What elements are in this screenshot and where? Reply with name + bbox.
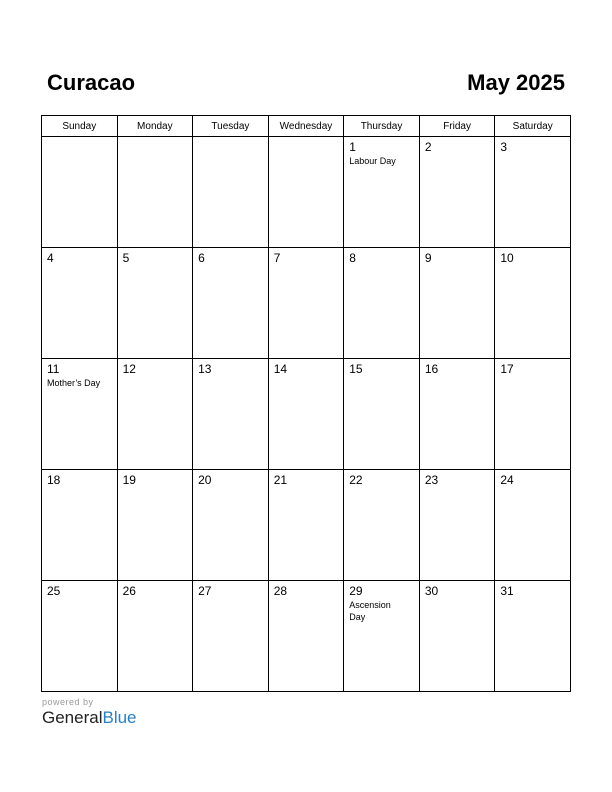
day-cell <box>193 581 269 692</box>
day-number: 21 <box>273 473 288 487</box>
calendar-body <box>42 137 571 692</box>
day-cell <box>495 248 571 359</box>
holiday-label: Mother’s Day <box>47 378 101 388</box>
day-number: 17 <box>500 362 514 376</box>
day-number: 27 <box>198 584 212 598</box>
day-number: 25 <box>47 584 61 598</box>
month-year-title: May 2025 <box>467 70 565 95</box>
day-number: 8 <box>349 251 356 265</box>
day-number: 19 <box>122 473 136 487</box>
day-cell <box>268 137 344 248</box>
day-number: 24 <box>500 473 514 487</box>
weekday-header-row <box>42 116 571 137</box>
day-number: 12 <box>122 362 136 376</box>
day-number: 31 <box>500 584 514 598</box>
day-number: 4 <box>47 251 54 265</box>
weekday-header-thursday: Thursday <box>344 116 420 137</box>
day-number: 2 <box>424 140 432 154</box>
day-cell <box>42 137 118 248</box>
week-row <box>42 581 571 692</box>
day-number: 29 <box>349 584 363 598</box>
weekday-header-friday: Friday <box>419 116 495 137</box>
day-cell <box>42 248 118 359</box>
day-cell <box>193 137 269 248</box>
day-cell <box>419 581 495 692</box>
day-cell <box>117 581 193 692</box>
day-number: 7 <box>273 251 281 265</box>
day-cell <box>344 248 420 359</box>
day-number: 6 <box>198 251 205 265</box>
day-number: 28 <box>273 584 288 598</box>
day-cell <box>268 359 344 470</box>
day-cell <box>117 470 193 581</box>
day-cell <box>117 137 193 248</box>
powered-by-text: powered by <box>42 697 94 707</box>
weekday-header-wednesday: Wednesday <box>268 116 344 137</box>
day-number: 23 <box>424 473 439 487</box>
day-number: 20 <box>198 473 212 487</box>
holiday-label: Labour Day <box>349 156 396 166</box>
day-number: 30 <box>424 584 439 598</box>
day-cell <box>495 359 571 470</box>
day-cell <box>419 470 495 581</box>
day-cell <box>344 137 420 248</box>
day-cell <box>344 581 420 692</box>
day-number: 16 <box>424 362 439 376</box>
holiday-label: Ascension Day <box>349 600 391 622</box>
day-cell <box>193 470 269 581</box>
weekday-header-sunday: Sunday <box>42 116 118 137</box>
day-cell <box>419 248 495 359</box>
day-cell <box>117 359 193 470</box>
day-cell <box>268 248 344 359</box>
day-number: 14 <box>273 362 288 376</box>
day-cell <box>495 581 571 692</box>
day-cell <box>42 581 118 692</box>
day-cell <box>268 581 344 692</box>
brand-name-part2: Blue <box>102 708 137 727</box>
day-number: 13 <box>198 362 212 376</box>
day-cell <box>42 359 118 470</box>
brand-name-part1: General <box>42 708 103 727</box>
day-cell <box>419 359 495 470</box>
week-row <box>42 470 571 581</box>
weekday-header-saturday: Saturday <box>495 116 571 137</box>
week-row <box>42 137 571 248</box>
day-cell <box>495 470 571 581</box>
day-number: 5 <box>122 251 130 265</box>
day-cell <box>344 470 420 581</box>
day-number: 1 <box>349 140 356 154</box>
day-number: 3 <box>500 140 508 154</box>
country-title: Curacao <box>47 70 136 95</box>
day-number: 26 <box>122 584 136 598</box>
day-cell <box>193 248 269 359</box>
day-cell <box>42 470 118 581</box>
day-cell <box>117 248 193 359</box>
day-number: 11 <box>47 362 60 376</box>
day-cell <box>495 137 571 248</box>
day-cell <box>268 470 344 581</box>
day-cell <box>344 359 420 470</box>
weekday-header-monday: Monday <box>117 116 193 137</box>
footer-branding <box>42 697 137 728</box>
weekday-header-tuesday: Tuesday <box>193 116 269 137</box>
calendar-grid <box>41 115 571 692</box>
day-number: 9 <box>424 251 432 265</box>
day-cell <box>193 359 269 470</box>
day-number: 18 <box>47 473 61 487</box>
day-cell <box>419 137 495 248</box>
brand-logo <box>42 708 137 728</box>
day-number: 15 <box>349 362 363 376</box>
week-row <box>42 248 571 359</box>
week-row <box>42 359 571 470</box>
day-number: 22 <box>349 473 363 487</box>
day-number: 10 <box>500 251 514 265</box>
